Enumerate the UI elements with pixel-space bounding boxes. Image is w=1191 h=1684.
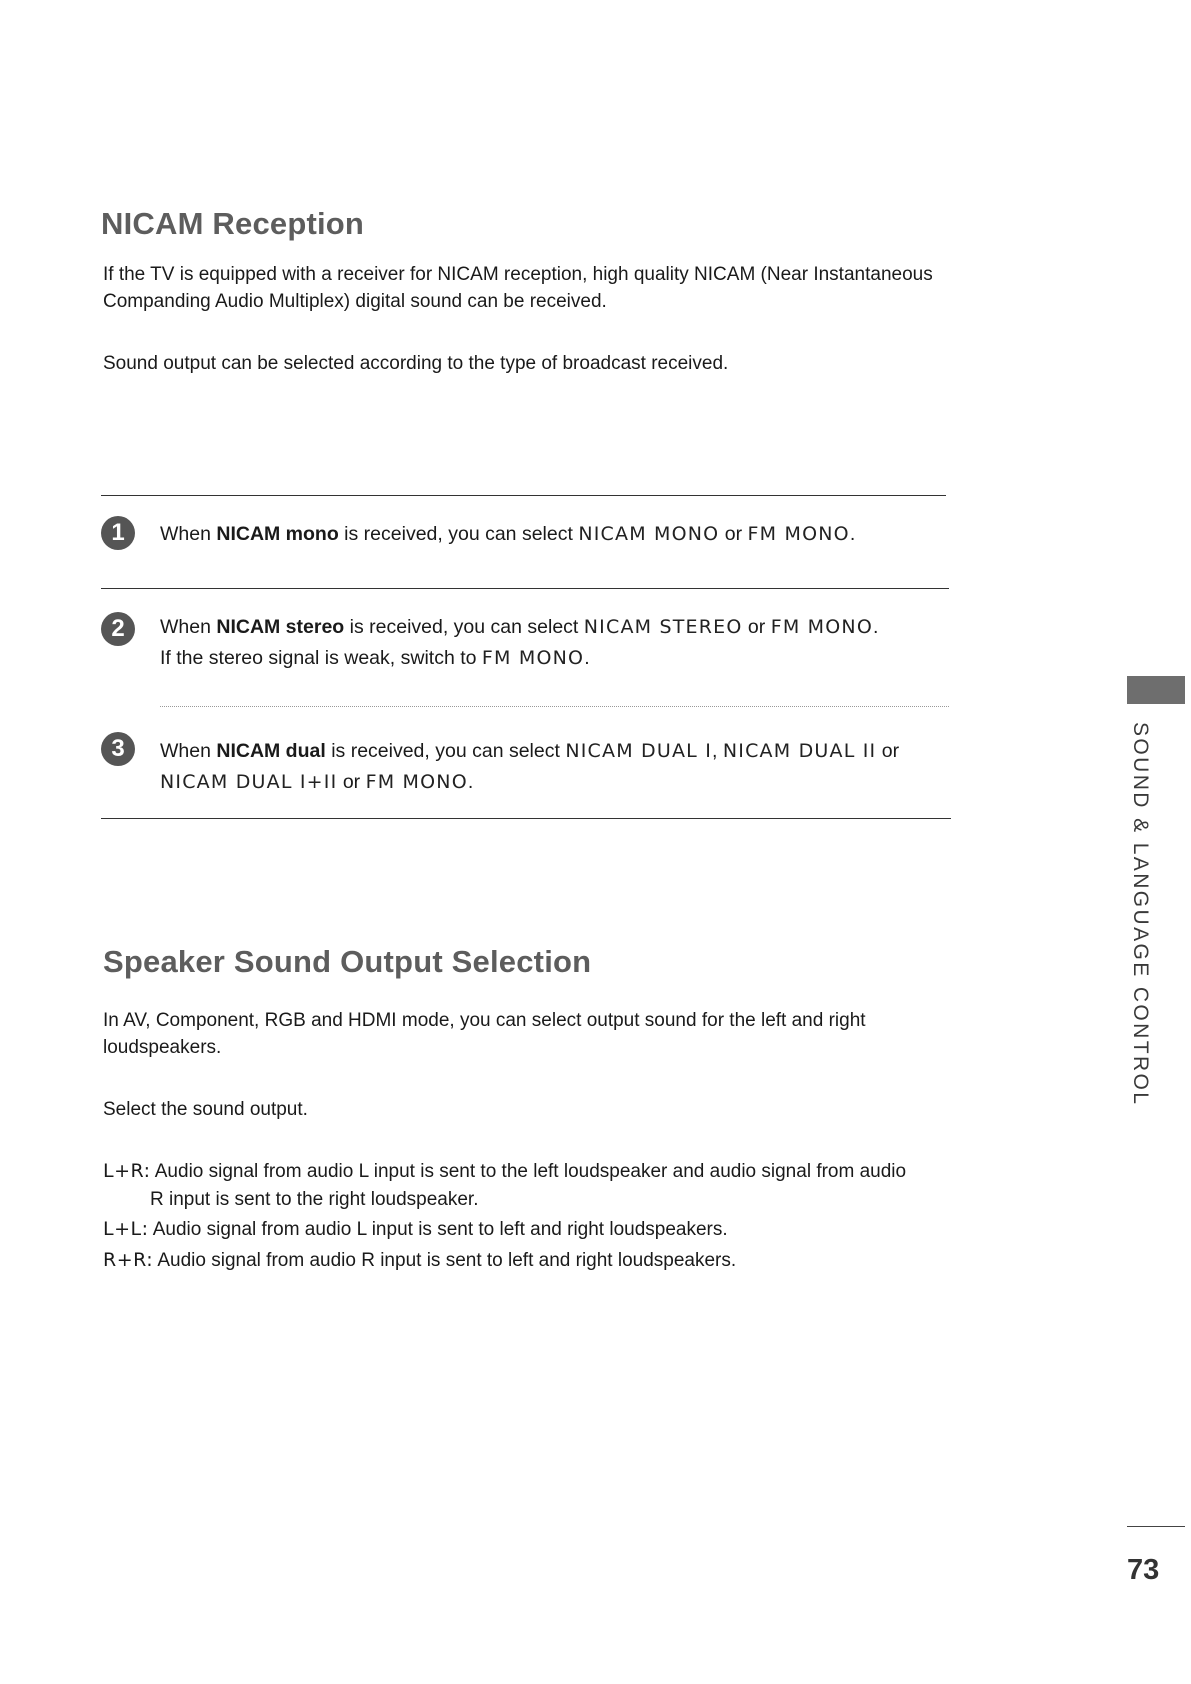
nicam-intro-line1: If the TV is equipped with a receiver for NICAM reception, high quality NICAM (Near Instantaneous: [103, 264, 933, 285]
nicam-heading: NICAM Reception: [101, 206, 365, 241]
speaker-intro-line2: loudspeakers.: [103, 1037, 222, 1058]
nicam-intro: [103, 261, 983, 315]
step-1-signal: NICAM mono: [216, 523, 339, 545]
speaker-intro: [103, 1007, 943, 1061]
page-number: 73: [1127, 1554, 1160, 1586]
step-1-option-b: FM MONO: [747, 523, 850, 545]
nicam-output-note: Sound output can be selected according to the type of broadcast received.: [103, 353, 729, 374]
step-3-or-b: or: [337, 771, 366, 793]
option-lr-continued: R input is sent to the right loudspeaker.: [150, 1189, 479, 1210]
step-1-or: or: [719, 523, 748, 545]
step-3-option-a: NICAM DUAL I: [565, 740, 713, 762]
step-2-text: [160, 612, 878, 674]
step-divider-1: [101, 588, 949, 589]
option-lr-desc: Audio signal from audio L input is sent to the left loudspeaker and audio signal from audio: [150, 1161, 907, 1182]
step-3-end: .: [467, 771, 474, 793]
step-3-option-b: NICAM DUAL II: [722, 740, 877, 762]
step-3-or-a: or: [876, 740, 900, 762]
nicam-intro-line2: Companding Audio Multiplex) digital sound can be received.: [103, 291, 607, 312]
speaker-select-note: Select the sound output.: [103, 1099, 308, 1120]
step-divider-dotted: [160, 706, 949, 707]
step-3-signal: NICAM dual: [216, 740, 326, 762]
step-1-when: When: [160, 523, 217, 545]
step-2-option-a: NICAM STEREO: [583, 616, 743, 638]
option-lr-key: L+R:: [103, 1160, 151, 1182]
step-divider-bottom: [101, 818, 951, 819]
step-3-text: [160, 736, 899, 798]
step-2-signal: NICAM stereo: [216, 616, 345, 638]
option-rr-desc: Audio signal from audio R input is sent to left and right loudspeakers.: [153, 1250, 737, 1271]
option-ll-key: L+L:: [103, 1218, 149, 1240]
footer-rule: [1127, 1526, 1185, 1527]
step-2-or: or: [742, 616, 771, 638]
step-3-when: When: [160, 740, 217, 762]
step-1-end: .: [849, 523, 856, 545]
step-2-option-b: FM MONO: [770, 616, 873, 638]
step-2-weak-end: .: [584, 647, 590, 669]
step-2-weak-option: FM MONO: [481, 647, 585, 669]
section-tab-marker: [1127, 676, 1185, 704]
step-1-option-a: NICAM MONO: [578, 523, 720, 545]
option-ll: [103, 1215, 728, 1244]
step-divider-top: [101, 495, 946, 496]
step-1-badge: 1: [101, 516, 135, 550]
step-2-weak-note: If the stereo signal is weak, switch to: [160, 647, 482, 669]
option-lr: [103, 1157, 906, 1186]
speaker-heading: Speaker Sound Output Selection: [103, 944, 592, 979]
step-1-mid: is received, you can select: [338, 523, 579, 545]
step-3-option-d: FM MONO: [365, 771, 468, 793]
section-label: SOUND & LANGUAGE CONTROL: [1129, 722, 1152, 1107]
step-1-text: [160, 519, 855, 550]
step-2-when: When: [160, 616, 217, 638]
step-3-sep: ,: [712, 740, 723, 762]
speaker-intro-line1: In AV, Component, RGB and HDMI mode, you can select output sound for the left and right: [103, 1010, 866, 1031]
step-2-mid: is received, you can select: [344, 616, 584, 638]
step-3-badge: 3: [101, 732, 135, 766]
step-2-badge: 2: [101, 612, 135, 646]
option-ll-desc: Audio signal from audio L input is sent to left and right loudspeakers.: [148, 1219, 728, 1240]
step-3-mid: is received, you can select: [325, 740, 566, 762]
step-2-end: .: [872, 616, 879, 638]
option-rr-key: R+R:: [103, 1249, 154, 1271]
step-3-option-c: NICAM DUAL I+II: [160, 771, 338, 793]
option-rr: [103, 1246, 736, 1275]
